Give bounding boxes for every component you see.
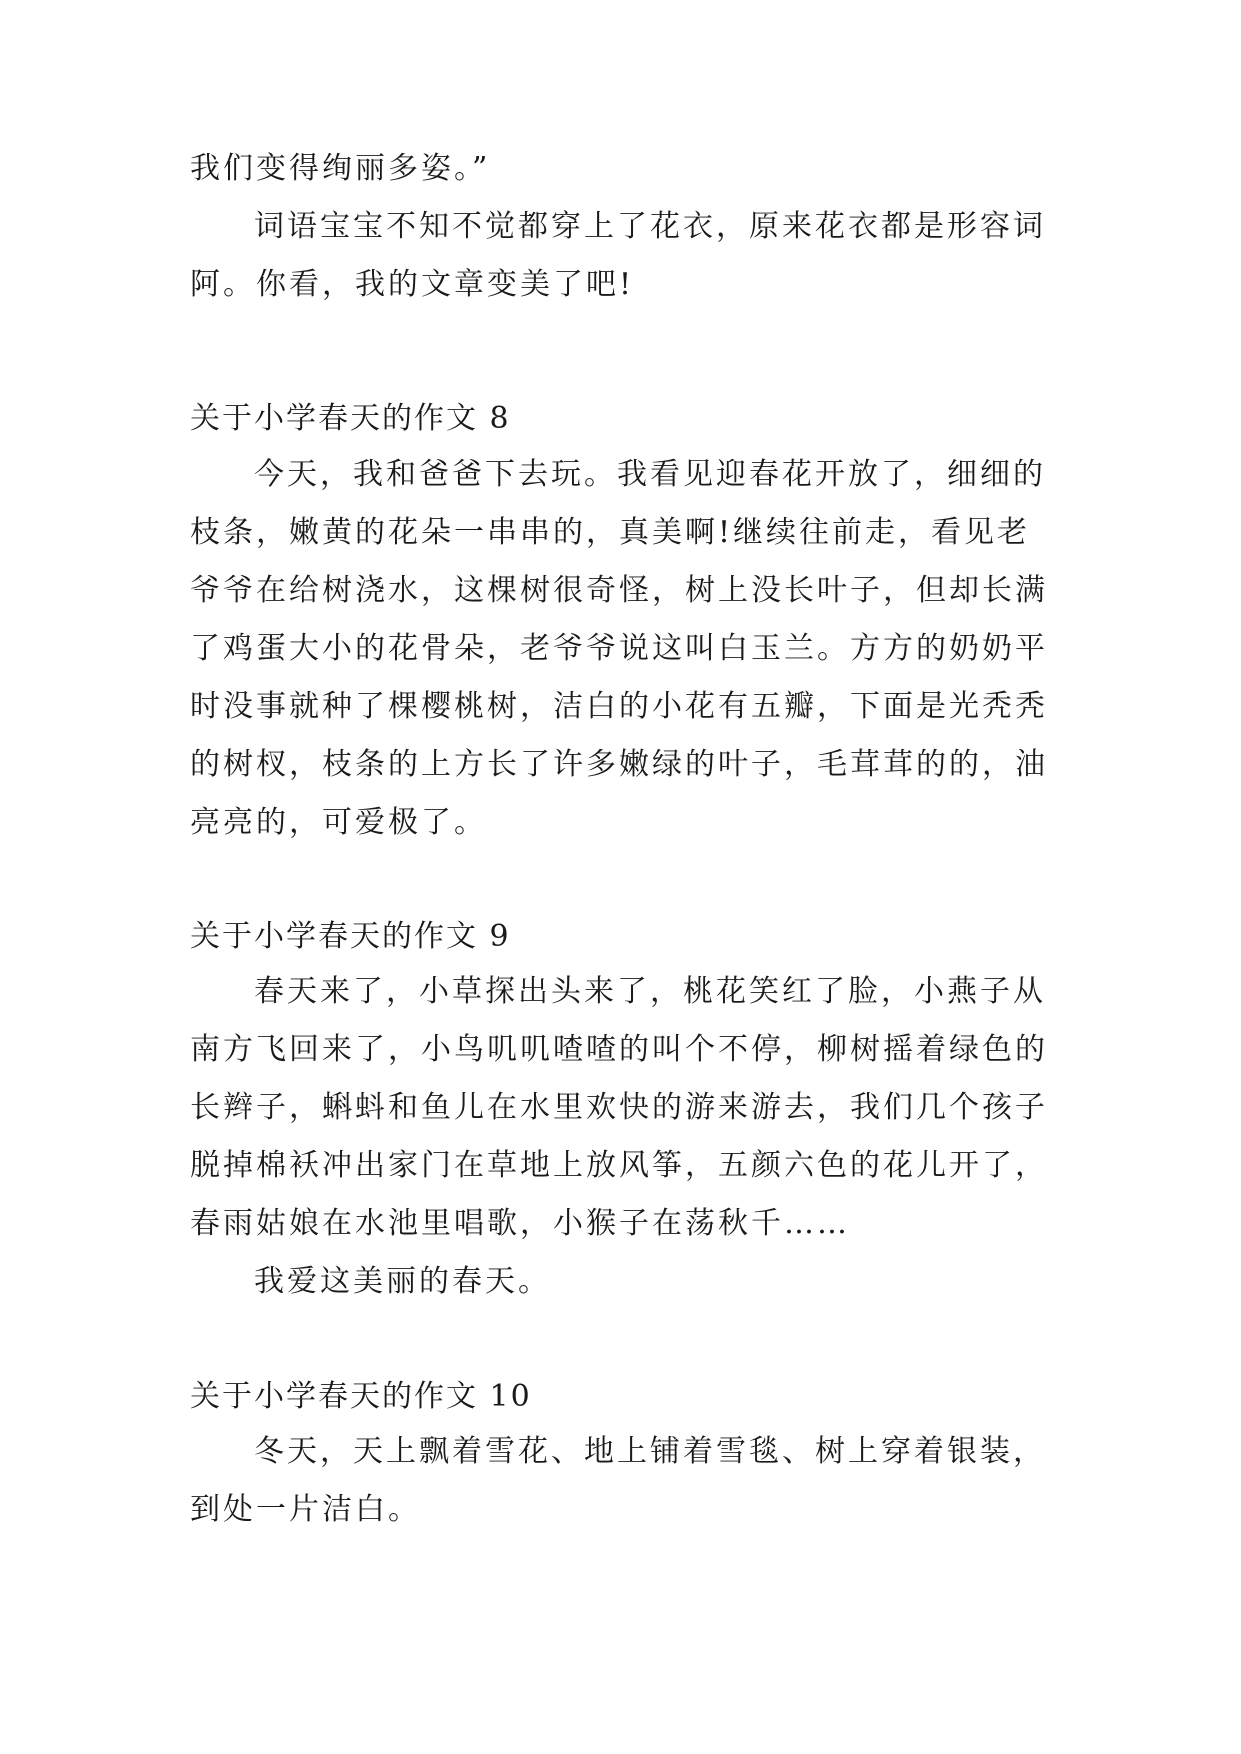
text-line: 时没事就种了棵樱桃树，洁白的小花有五瓣，下面是光秃秃	[190, 689, 1048, 724]
text-line: 了鸡蛋大小的花骨朵，老爷爷说这叫白玉兰。方方的奶奶平	[190, 631, 1048, 666]
text-line: 枝条，嫩黄的花朵一串串的，真美啊!继续往前走，看见老	[190, 515, 1031, 550]
text-line: 词语宝宝不知不觉都穿上了花衣，原来花衣都是形容词	[254, 209, 1046, 244]
section-9-heading: 关于小学春天的作文 9	[190, 919, 511, 954]
section-10-paragraph	[190, 1423, 1070, 1539]
text-line: 我爱这美丽的春天。	[254, 1264, 551, 1299]
text-line: 春雨姑娘在水池里唱歌，小猴子在荡秋千……	[190, 1206, 850, 1241]
text-line: 我们变得绚丽多姿。”	[190, 151, 491, 186]
text-line: 长辫子，蝌蚪和鱼儿在水里欢快的游来游去，我们几个孩子	[190, 1090, 1048, 1125]
text-line: 冬天，天上飘着雪花、地上铺着雪毯、树上穿着银装，	[254, 1434, 1046, 1469]
section-8-heading: 关于小学春天的作文 8	[190, 401, 511, 436]
section-10-heading: 关于小学春天的作文 10	[190, 1379, 532, 1414]
section-8-paragraph	[190, 446, 1070, 852]
intro-paragraph	[190, 140, 1070, 314]
text-line: 脱掉棉袄冲出家门在草地上放风筝，五颜六色的花儿开了，	[190, 1148, 1048, 1183]
section-9-paragraph	[190, 963, 1070, 1311]
text-line: 南方飞回来了，小鸟叽叽喳喳的叫个不停，柳树摇着绿色的	[190, 1032, 1048, 1067]
text-line: 亮亮的，可爱极了。	[190, 805, 487, 840]
text-line: 今天，我和爸爸下去玩。我看见迎春花开放了，细细的	[254, 457, 1046, 492]
text-line: 的树杈，枝条的上方长了许多嫩绿的叶子，毛茸茸的的，油	[190, 747, 1048, 782]
text-line: 爷爷在给树浇水，这棵树很奇怪，树上没长叶子，但却长满	[190, 573, 1048, 608]
text-line: 春天来了，小草探出头来了，桃花笑红了脸，小燕子从	[254, 974, 1046, 1009]
text-line: 阿。你看，我的文章变美了吧!	[190, 267, 635, 302]
text-line: 到处一片洁白。	[190, 1492, 421, 1527]
